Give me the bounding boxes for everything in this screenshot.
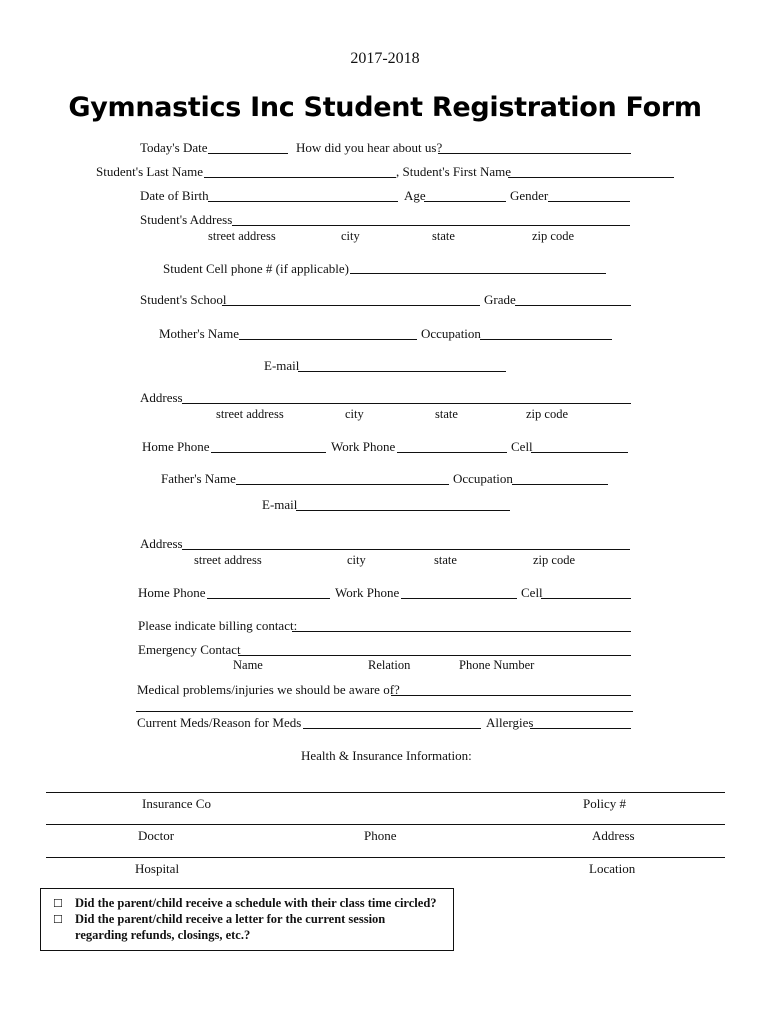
address-part-street: street address [208,229,276,243]
student-address-label: Student's Address [140,212,233,227]
last-name-label: Student's Last Name [96,164,204,179]
mother-cell-label: Cell [511,439,533,454]
mother-work-phone-field[interactable] [397,452,507,453]
address-part-zip: zip code [532,229,574,243]
student-cell-field[interactable] [350,273,606,274]
emergency-relation-caption: Relation [368,658,411,672]
age-label: Age [404,188,426,203]
student-cell-label: Student Cell phone # (if applicable) [163,261,349,276]
grade-field[interactable] [515,305,631,306]
hear-about-field[interactable] [438,153,631,154]
gender-label: Gender [510,188,549,203]
mother-occupation-field[interactable] [480,339,612,340]
doctor-caption: Doctor [138,828,175,843]
meds-label: Current Meds/Reason for Meds [137,715,302,730]
hospital-location-caption: Location [589,861,636,876]
mother-email-label: E-mail [264,358,300,373]
address-part-zip: zip code [533,553,575,567]
mother-cell-field[interactable] [531,452,628,453]
allergies-field[interactable] [530,728,631,729]
address-part-zip: zip code [526,407,568,421]
father-cell-field[interactable] [541,598,631,599]
billing-contact-label: Please indicate billing contact: [138,618,298,633]
mother-address-field[interactable] [182,403,631,404]
mother-email-field[interactable] [298,371,506,372]
address-part-city: city [347,553,366,567]
grade-label: Grade [484,292,516,307]
address-part-city: city [345,407,364,421]
letter-checkbox[interactable]: ☐ [53,913,63,926]
health-insurance-heading: Health & Insurance Information: [301,748,472,763]
todays-date-label: Today's Date [140,140,208,155]
doctor-line[interactable] [46,824,725,825]
father-email-field[interactable] [296,510,510,511]
dob-label: Date of Birth [140,188,209,203]
mother-address-label: Address [140,390,183,405]
mother-name-field[interactable] [239,339,417,340]
doctor-address-caption: Address [592,828,635,843]
hear-about-label: How did you hear about us? [296,140,443,155]
emergency-contact-label: Emergency Contact [138,642,241,657]
first-name-field[interactable] [508,177,674,178]
mother-home-phone-field[interactable] [211,452,326,453]
emergency-phone-caption: Phone Number [459,658,535,672]
letter-question-line1: Did the parent/child receive a letter for the current session [75,912,386,926]
form-year: 2017-2018 [350,50,420,67]
father-name-field[interactable] [236,484,449,485]
checklist-box [40,888,454,951]
policy-number-caption: Policy # [583,796,626,811]
father-email-label: E-mail [262,497,298,512]
father-cell-label: Cell [521,585,543,600]
medical-field[interactable] [391,695,631,696]
hospital-line[interactable] [46,857,725,858]
school-field[interactable] [222,305,480,306]
schedule-checkbox[interactable]: ☐ [53,897,63,910]
father-name-label: Father's Name [161,471,236,486]
father-occupation-field[interactable] [512,484,608,485]
mother-work-phone-label: Work Phone [331,439,396,454]
insurance-company-caption: Insurance Co [142,796,211,811]
medical-field-line2[interactable] [136,711,633,712]
dob-field[interactable] [208,201,398,202]
father-work-phone-field[interactable] [401,598,517,599]
schedule-question: Did the parent/child receive a schedule with their class time circled? [75,896,437,910]
gender-field[interactable] [548,201,630,202]
last-name-field[interactable] [204,177,396,178]
address-part-city: city [341,229,360,243]
letter-question-line2: regarding refunds, closings, etc.? [75,928,251,942]
allergies-label: Allergies [486,715,534,730]
father-address-field[interactable] [182,549,630,550]
father-home-phone-label: Home Phone [138,585,206,600]
father-occupation-label: Occupation [453,471,513,486]
address-part-state: state [434,553,457,567]
mother-home-phone-label: Home Phone [142,439,210,454]
student-address-field[interactable] [232,225,630,226]
billing-contact-field[interactable] [292,631,631,632]
address-part-state: state [432,229,455,243]
father-work-phone-label: Work Phone [335,585,400,600]
form-title: Gymnastics Inc Student Registration Form [68,92,702,123]
medical-label: Medical problems/injuries we should be aware of? [137,682,400,697]
father-home-phone-field[interactable] [207,598,330,599]
emergency-name-caption: Name [233,658,263,672]
mother-occupation-label: Occupation [421,326,481,341]
emergency-contact-field[interactable] [238,655,631,656]
first-name-label: , Student's First Name [396,164,512,179]
todays-date-field[interactable] [208,153,288,154]
meds-field[interactable] [303,728,481,729]
address-part-street: street address [216,407,284,421]
doctor-phone-caption: Phone [364,828,397,843]
address-part-street: street address [194,553,262,567]
insurance-line[interactable] [46,792,725,793]
hospital-caption: Hospital [135,861,180,876]
father-address-label: Address [140,536,183,551]
address-part-state: state [435,407,458,421]
mother-name-label: Mother's Name [159,326,239,341]
age-field[interactable] [424,201,506,202]
school-label: Student's School [140,292,227,307]
